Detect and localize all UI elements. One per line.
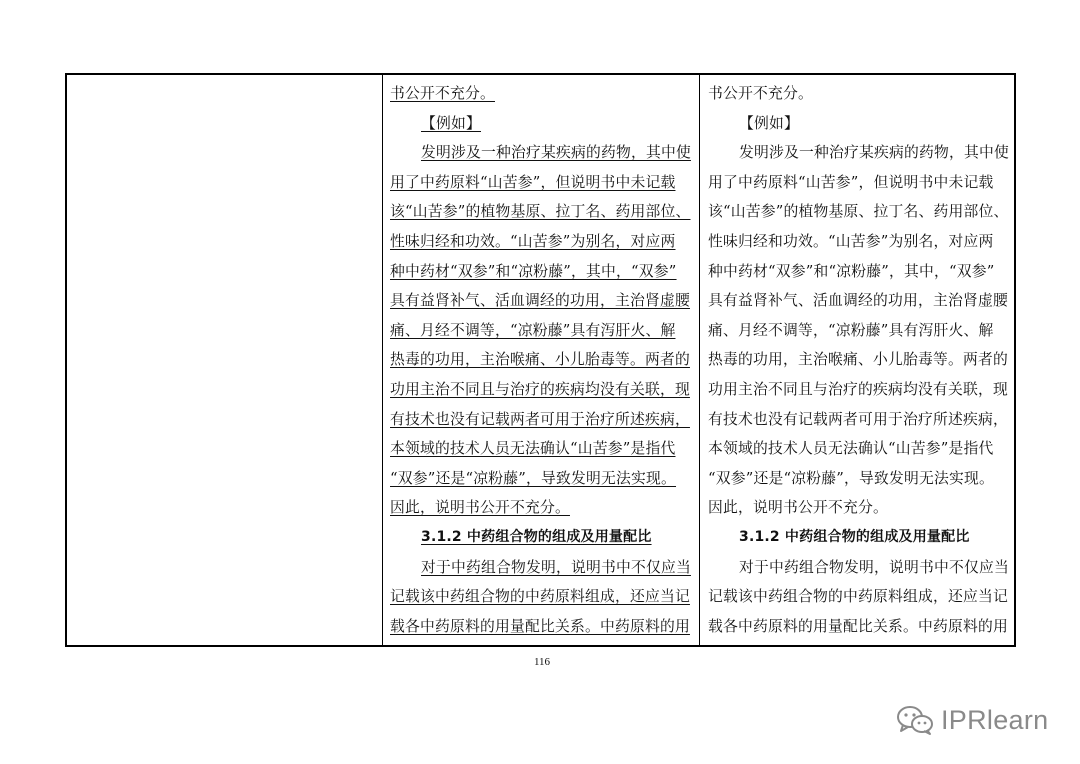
text-line: [390, 257, 694, 287]
line-text: 有技术也没有记载两者可用于治疗所述疾病，: [390, 410, 690, 428]
line-text: 书公开不充分。: [708, 85, 813, 102]
text-line: [390, 434, 694, 464]
text-line: [708, 345, 1012, 375]
line-text: 发明涉及一种治疗某疾病的药物，其中使: [421, 144, 691, 162]
line-text: 载各中药原料的用量配比关系。中药原料的用: [708, 617, 1008, 635]
line-text: “双参”还是“凉粉藤”，导致发明无法实现。: [708, 469, 995, 487]
text-line: [390, 197, 694, 227]
line-text: 种中药材“双参”和“凉粉藤”，其中，“双参”: [390, 262, 677, 280]
line-text: 性味归经和功效。“山苦参”为别名，对应两: [708, 232, 994, 250]
line-text: 该“山苦参”的植物基原、拉丁名、药用部位、: [390, 203, 691, 221]
column-divider: [382, 75, 383, 645]
line-text: 功用主治不同且与治疗的疾病均没有关联，现: [708, 380, 1008, 398]
text-line: [708, 227, 1012, 257]
text-line: [708, 286, 1012, 316]
text-line: [390, 582, 694, 612]
wechat-icon: [895, 704, 935, 736]
text-line: [390, 345, 694, 375]
section-heading: [390, 523, 694, 553]
revised-text-column: [390, 79, 694, 641]
section-heading: [708, 523, 1012, 553]
line-text: 种中药材“双参”和“凉粉藤”，其中，“双参”: [708, 262, 995, 280]
text-line: [708, 168, 1012, 198]
text-line: [390, 286, 694, 316]
text-line: [390, 405, 694, 435]
text-line: [708, 197, 1012, 227]
line-text: 用了中药原料“山苦参”，但说明书中未记载: [708, 173, 994, 191]
text-line: [390, 168, 694, 198]
line-text: 痛、月经不调等，“凉粉藤”具有泻肝火、解: [390, 321, 676, 339]
line-text: 【例如】: [421, 114, 481, 132]
original-text-column: [708, 79, 1012, 641]
text-line: [390, 493, 694, 523]
line-text: “双参”还是“凉粉藤”，导致发明无法实现。: [390, 469, 677, 487]
text-line: [708, 109, 1012, 139]
text-line: [708, 375, 1012, 405]
text-line: [390, 316, 694, 346]
line-text: 对于中药组合物发明，说明书中不仅应当: [421, 558, 691, 576]
text-line: [708, 464, 1012, 494]
text-line: [708, 316, 1012, 346]
line-text: 本领域的技术人员无法确认“山苦参”是指代: [708, 440, 994, 458]
line-text: 因此，说明书公开不充分。: [390, 499, 570, 517]
text-line: [390, 375, 694, 405]
line-text: 痛、月经不调等，“凉粉藤”具有泻肝火、解: [708, 321, 994, 339]
text-line: [708, 138, 1012, 168]
text-line: [390, 109, 694, 139]
text-line: [390, 138, 694, 168]
text-line: [390, 464, 694, 494]
text-line: [708, 612, 1012, 642]
line-text: 具有益肾补气、活血调经的功用，主治肾虚腰: [708, 292, 1008, 310]
watermark-text: IPRlearn: [941, 704, 1049, 735]
text-line: [390, 553, 694, 583]
page-number: 116: [533, 656, 551, 668]
line-text: 用了中药原料“山苦参”，但说明书中未记载: [390, 173, 676, 191]
text-line: [708, 553, 1012, 583]
column-divider: [699, 75, 700, 645]
line-text: 热毒的功用，主治喉痛、小儿胎毒等。两者的: [708, 351, 1008, 369]
line-text: 3.1.2 中药组合物的组成及用量配比: [421, 528, 652, 545]
line-text: 载各中药原料的用量配比关系。中药原料的用: [390, 617, 690, 635]
line-text: 有技术也没有记载两者可用于治疗所述疾病，: [708, 410, 1008, 428]
line-text: 该“山苦参”的植物基原、拉丁名、药用部位、: [708, 203, 1009, 221]
line-text: 本领域的技术人员无法确认“山苦参”是指代: [390, 440, 676, 458]
line-text: 性味归经和功效。“山苦参”为别名，对应两: [390, 232, 676, 250]
text-line: [708, 434, 1012, 464]
line-text: 具有益肾补气、活血调经的功用，主治肾虚腰: [390, 292, 690, 310]
line-text: 书公开不充分。: [390, 85, 495, 102]
line-text: 对于中药组合物发明，说明书中不仅应当: [739, 558, 1009, 576]
text-line: [708, 493, 1012, 523]
line-text: 热毒的功用，主治喉痛、小儿胎毒等。两者的: [390, 351, 690, 369]
text-line: [390, 612, 694, 642]
line-text: 功用主治不同且与治疗的疾病均没有关联，现: [390, 380, 690, 398]
line-text: 3.1.2 中药组合物的组成及用量配比: [739, 528, 970, 545]
line-text: 记载该中药组合物的中药原料组成，还应当记: [708, 588, 1008, 606]
text-line: [708, 79, 1012, 109]
line-text: 因此，说明书公开不充分。: [708, 499, 888, 517]
line-text: 【例如】: [739, 114, 799, 132]
text-line: [390, 79, 694, 109]
text-line: [708, 582, 1012, 612]
line-text: 记载该中药组合物的中药原料组成，还应当记: [390, 588, 690, 606]
watermark: [895, 700, 1048, 740]
comparison-table: [65, 73, 1016, 647]
line-text: 发明涉及一种治疗某疾病的药物，其中使: [739, 144, 1009, 162]
text-line: [708, 405, 1012, 435]
text-line: [390, 227, 694, 257]
text-line: [708, 257, 1012, 287]
